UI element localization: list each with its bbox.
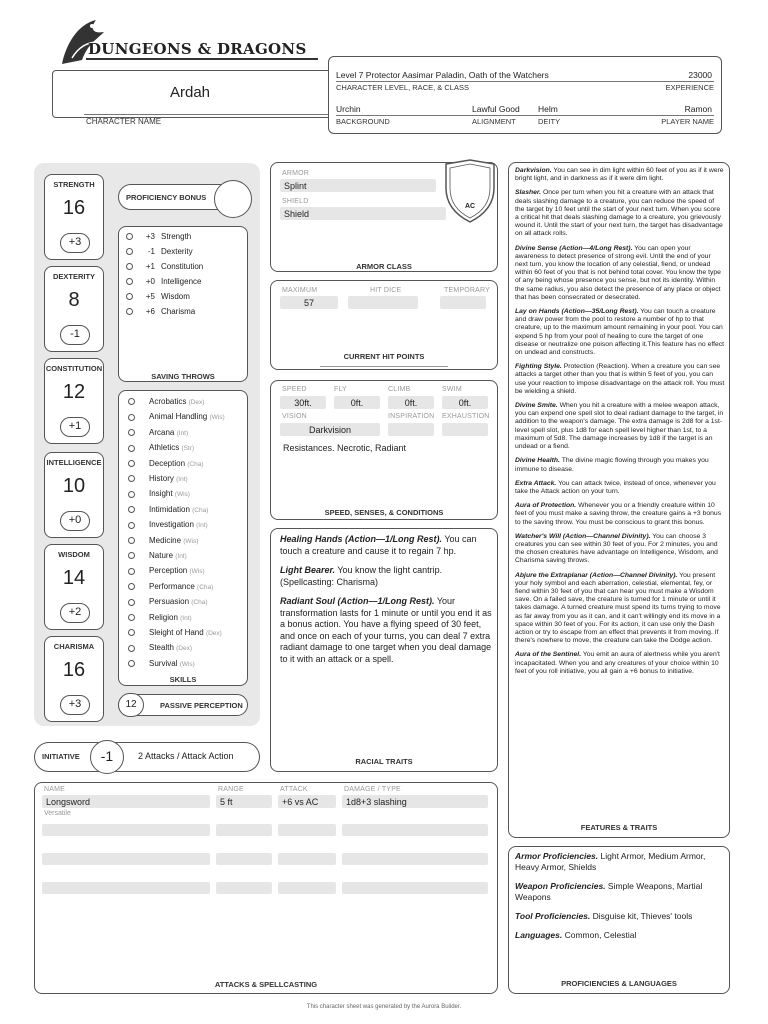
passive-perception-value[interactable]: 12 [118, 693, 144, 717]
skill-name: Insight [149, 489, 175, 499]
initiative-label: INITIATIVE [42, 752, 80, 761]
ability-score[interactable]: 10 [62, 475, 86, 497]
feature-name: Darkvision. [515, 167, 552, 174]
ability-name: WISDOM [58, 550, 90, 559]
ability-name: DEXTERITY [52, 272, 96, 281]
alignment-value[interactable]: Lawful Good [472, 104, 520, 114]
hit-dice-value[interactable] [348, 296, 418, 309]
proficiency-dot[interactable] [128, 491, 135, 498]
skill-name: Performance [149, 581, 198, 591]
feature-description: You can attack twice, instead of once, whenever you take the Attack action on your turn. [515, 479, 716, 495]
attack-empty-damage[interactable] [342, 824, 488, 836]
ability-name: INTELLIGENCE [46, 458, 102, 467]
racial-traits-title: RACIAL TRAITS [355, 757, 413, 766]
skill-name: Acrobatics [149, 397, 189, 406]
skill-attribute: (Wis) [209, 414, 225, 422]
skill-attribute: (Int) [176, 476, 188, 483]
climb-value[interactable]: 0ft. [388, 396, 434, 409]
proficiency-dot[interactable] [128, 629, 135, 636]
racial-trait-entry [280, 596, 492, 665]
skill-row[interactable] [128, 394, 244, 409]
ability-constitution [44, 358, 104, 444]
proficiency-entry [515, 851, 725, 873]
racial-trait-name: Radiant Soul (Action—1/Long Rest). [280, 596, 435, 606]
racial-trait-description: Your transformation lasts for 1 minute or until you end it as a bonus action. You have a flying speed of 30 feet, and once on each of your turns, you can deal 7 extra radiant damage to one target when you deal damage to it with an attack or a spell. [280, 596, 492, 664]
logo-text: DUNGEONS & DRAGONS [88, 40, 307, 58]
attack-note: Versatile [44, 810, 71, 817]
feature-name: Aura of Protection. [515, 502, 577, 510]
ability-name: STRENGTH [53, 180, 95, 189]
feature-entry [515, 502, 725, 527]
skill-name: History [149, 474, 177, 483]
speed-label: SPEED [282, 386, 307, 393]
feature-name: Watcher's Will (Action—Channel Divinity). [515, 532, 651, 540]
feature-entry [515, 480, 725, 496]
ability-score[interactable]: 14 [62, 567, 86, 589]
feature-description: You can see in dim light within 60 feet of you as if it were bright light, and in darkness as if it were dim light. [515, 167, 724, 183]
hit-dice-label: HIT DICE [370, 287, 402, 294]
skill-row[interactable] [128, 502, 244, 517]
skill-attribute: (Int) [176, 429, 189, 437]
skill-name: Intimidation [149, 504, 193, 514]
deity-label: DEITY [538, 117, 561, 126]
saving-throw-dexterity[interactable] [126, 245, 244, 259]
hp-divider [320, 366, 448, 367]
feature-entry [515, 167, 725, 183]
proficiency-dot[interactable] [128, 429, 135, 436]
fly-label: FLY [334, 386, 347, 393]
saving-throw-name: Dexterity [161, 247, 193, 256]
proficiency-dot[interactable] [128, 506, 135, 513]
feature-name: Lay on Hands (Action—35/Long Rest). [515, 308, 639, 316]
skill-name: Religion [149, 612, 181, 622]
skill-attribute: (Wis) [183, 537, 199, 545]
skill-attribute: (Int) [175, 553, 187, 560]
temporary-hp-value[interactable] [440, 296, 486, 309]
saving-throw-name: Charisma [161, 307, 196, 316]
feature-description: The divine magic flowing through you makes you immune to disease. [515, 457, 709, 473]
saving-throw-mod: +1 [145, 262, 155, 271]
swim-value[interactable]: 0ft. [442, 396, 488, 409]
skill-attribute: (Dex) [188, 399, 205, 406]
swim-label: SWIM [442, 386, 462, 393]
proficiency-dot[interactable] [128, 445, 135, 452]
feature-name: Divine Smite. [515, 402, 558, 410]
feature-description: You emit an aura of alertness while you aren't incapacitated. When you and any creatures of your choice within 10 feet of you roll initiative, you all gain a +6 bonus to initiative. [515, 651, 720, 675]
attack-damage[interactable]: 1d8+3 slashing [342, 795, 488, 808]
skill-row[interactable] [128, 548, 244, 563]
feature-name: Fighting Style. [515, 363, 562, 371]
ability-score[interactable]: 16 [62, 197, 86, 219]
experience-label: EXPERIENCE [665, 83, 714, 92]
feature-entry [515, 457, 725, 473]
passive-perception-label: PASSIVE PERCEPTION [160, 701, 243, 710]
skill-attribute: (Cha) [197, 583, 214, 591]
vision-label: VISION [282, 413, 307, 420]
feature-name: Divine Sense (Action—4/Long Rest). [515, 244, 633, 252]
feature-description: You can touch a creature and draw power from the pool to restore a number of hp to that creature, up to the maximum amount remaining in your pool. You can expend 5 hp from your pool of healing to cure the target of one disease or neutralize one poison affecting it.This feature has no effect on undead and constructs. [515, 308, 725, 357]
proficiencies-text [515, 851, 725, 949]
proficiency-bonus-label: PROFICIENCY BONUS [126, 193, 207, 202]
proficiency-dot[interactable] [128, 660, 135, 667]
ac-label: AC [464, 203, 476, 210]
skill-row[interactable] [128, 563, 244, 578]
ability-modifier[interactable]: +1 [60, 417, 90, 437]
skill-name: Deception [149, 458, 188, 468]
skill-attribute: (Str) [181, 445, 195, 453]
racial-trait-entry [280, 534, 492, 557]
attack-empty-attack[interactable] [278, 853, 336, 865]
proficiency-dot[interactable] [126, 308, 133, 315]
footer-credit: This character sheet was generated by the Aurora Builder. [306, 1004, 462, 1010]
feature-description: Once per turn when you hit a creature with an attack that deals slashing damage to a creature, you can reduce the speed of the target by 10 feet until the start of your next turn. When you score a critical hit that deals slashing damage to a creature, you grievously wound it. Until the start of your next turn, the target has disadvantage on all attack rolls. [515, 189, 723, 238]
attack-range[interactable]: 5 ft [216, 795, 272, 808]
proficiency-dot[interactable] [126, 293, 133, 300]
proficiency-dot[interactable] [128, 552, 135, 559]
skill-name: Investigation [149, 520, 197, 530]
player-name-label: PLAYER NAME [661, 117, 714, 126]
proficiency-name: Tool Proficiencies. [515, 911, 591, 921]
fly-value[interactable]: 0ft. [334, 396, 380, 409]
ability-modifier[interactable]: -1 [60, 325, 90, 345]
feature-description: When you hit a creature with a melee weapon attack, you can expend one spell slot to deal radiant damage to the target, in addition to the weapon's damage. The extra damage is 2d8 for a 1st-level spell slot, plus 1d8 for each spell level higher than 1st, to a maximum of 5d8. The damage increases by 1d8 if the target is an undead or a fiend. [515, 402, 724, 451]
features-traits-title: FEATURES & TRAITS [580, 823, 658, 832]
logo-underline [86, 58, 318, 60]
attack-empty-damage[interactable] [342, 882, 488, 894]
skill-name: Athletics [149, 443, 182, 453]
skill-row[interactable] [128, 471, 244, 486]
proficiency-dot[interactable] [128, 614, 135, 621]
attack-empty-name[interactable] [42, 853, 210, 865]
max-hp-value[interactable]: 57 [280, 296, 338, 309]
skill-row[interactable] [128, 594, 244, 609]
proficiencies-title: PROFICIENCIES & LANGUAGES [561, 979, 677, 988]
feature-entry [515, 402, 725, 451]
skill-row[interactable] [128, 533, 244, 548]
current-hit-points-title: CURRENT HIT POINTS [343, 352, 425, 361]
proficiency-dot[interactable] [128, 537, 135, 544]
attack-col-damage: DAMAGE / TYPE [344, 786, 401, 793]
shield-icon [442, 158, 498, 224]
feature-name: Slasher. [515, 189, 542, 197]
proficiency-dot[interactable] [128, 414, 135, 421]
alignment-label: ALIGNMENT [472, 117, 516, 126]
class-level-value[interactable]: Level 7 Protector Aasimar Paladin, Oath of the Watchers [336, 70, 549, 80]
skill-attribute: (Int) [196, 522, 208, 530]
feature-entry [515, 245, 725, 302]
skill-attribute: (Wis) [189, 568, 205, 576]
racial-trait-entry [280, 565, 492, 588]
skill-attribute: (Cha) [191, 599, 208, 607]
exhaustion-label: EXHAUSTION [442, 413, 490, 420]
background-line [336, 115, 714, 116]
ability-name: CHARISMA [53, 642, 95, 651]
skill-row[interactable] [128, 456, 244, 471]
skill-attribute: (Cha) [192, 506, 209, 514]
skill-name: Persuasion [149, 597, 192, 607]
feature-name: Aura of the Sentinel. [515, 651, 582, 659]
attacks-title: ATTACKS & SPELLCASTING [214, 980, 318, 989]
feature-description: Whenever you or a friendly creature within 10 feet of you must make a saving throw, the creature gains a +3 bonus to the saving throw. You must be conscious to grant this bonus. [515, 502, 722, 526]
skill-row[interactable] [128, 656, 244, 671]
proficiency-description: Common, Celestial [562, 930, 637, 940]
skills-title: SKILLS [169, 675, 197, 684]
background-label: BACKGROUND [336, 117, 390, 126]
skill-attribute: (Cha) [187, 460, 204, 468]
ability-intelligence [44, 452, 104, 538]
ability-strength [44, 174, 104, 260]
proficiency-description: Light Armor, Medium Armor, Heavy Armor, Shields [515, 851, 706, 872]
racial-traits-text [280, 534, 492, 673]
proficiency-description: Simple Weapons, Martial Weapons [515, 881, 703, 902]
skill-row[interactable] [128, 517, 244, 532]
character-name-label: CHARACTER NAME [86, 117, 162, 126]
saving-throw-charisma[interactable] [126, 305, 244, 319]
armor-class-title: ARMOR CLASS [356, 262, 412, 271]
feature-name: Abjure the Extraplanar (Action—Channel Divinity). [515, 571, 678, 579]
initiative-value[interactable]: -1 [90, 740, 124, 774]
experience-value[interactable]: 23000 [688, 70, 712, 80]
attack-bonus[interactable]: +6 vs AC [278, 795, 336, 808]
saving-throws-title: SAVING THROWS [151, 372, 215, 381]
ability-modifier[interactable]: +3 [60, 695, 90, 715]
attack-col-attack: ATTACK [280, 786, 308, 793]
attack-empty-range[interactable] [216, 853, 272, 865]
saving-throw-mod: +0 [145, 277, 155, 286]
features-text [515, 167, 725, 682]
attack-empty-damage[interactable] [342, 853, 488, 865]
skill-name: Sleight of Hand [149, 628, 206, 637]
racial-trait-name: Healing Hands (Action—1/Long Rest). [280, 534, 443, 544]
skill-attribute: (Wis) [174, 491, 190, 499]
class-level-line [336, 81, 714, 82]
attack-empty-range[interactable] [216, 824, 272, 836]
proficiency-dot[interactable] [126, 248, 133, 255]
proficiency-dot[interactable] [126, 263, 133, 270]
shield-value[interactable]: Shield [280, 207, 446, 220]
feature-description: You can open your awareness to detect presence of strong evil. Until the end of your next turn, you know the location of any celestial, fiend, or undead within 60 feet of you that is not behind total cover. You know the type of any being whose presence you sense, but not its identity. Within the same radius, you also detect the presence of any place or object that has been consecrated or desecrated. [515, 244, 721, 301]
saving-throw-name: Intelligence [161, 277, 202, 286]
proficiency-entry [515, 881, 725, 903]
climb-label: CLIMB [388, 386, 411, 393]
skill-name: Medicine [149, 535, 184, 545]
ability-modifier[interactable]: +0 [60, 511, 90, 531]
proficiency-description: Disguise kit, Thieves' tools [590, 911, 693, 921]
feature-description: Protection (Reaction). When a creature you can see attacks a target other than you that is within 5 feet of you, you can use your reaction to impose disadvantage on the attack roll. You must be wielding a shield. [515, 363, 725, 395]
skill-attribute: (Dex) [176, 645, 193, 653]
exhaustion-value[interactable] [442, 423, 488, 436]
proficiency-bonus-value[interactable] [214, 180, 252, 218]
character-name-line [84, 114, 334, 115]
skill-row[interactable] [128, 425, 244, 440]
ability-score[interactable]: 8 [68, 289, 80, 311]
ability-name: CONSTITUTION [45, 364, 103, 373]
proficiency-dot[interactable] [126, 233, 133, 240]
ability-modifier[interactable]: +3 [60, 233, 90, 253]
proficiency-dot[interactable] [128, 475, 135, 482]
player-name-value[interactable]: Ramon [684, 104, 712, 114]
skill-name: Stealth [149, 643, 177, 653]
ability-modifier[interactable]: +2 [60, 603, 90, 623]
saving-throw-strength[interactable] [126, 230, 244, 244]
proficiency-dot[interactable] [128, 460, 135, 467]
attack-col-name: NAME [44, 786, 66, 793]
attack-empty-name[interactable] [42, 882, 210, 894]
saving-throw-intelligence[interactable] [126, 275, 244, 289]
skill-name: Arcana [149, 427, 177, 437]
proficiency-dot[interactable] [128, 583, 135, 590]
skill-row[interactable] [128, 610, 244, 625]
background-value[interactable]: Urchin [336, 104, 361, 114]
armor-label: ARMOR [282, 170, 310, 177]
ability-dexterity [44, 266, 104, 352]
skill-row[interactable] [128, 625, 244, 640]
attack-empty-range[interactable] [216, 882, 272, 894]
proficiency-dot[interactable] [126, 278, 133, 285]
attack-col-range: RANGE [218, 786, 244, 793]
feature-entry [515, 363, 725, 396]
proficiency-entry [515, 930, 725, 941]
feature-entry [515, 533, 725, 566]
proficiency-name: Weapon Proficiencies. [515, 881, 606, 891]
proficiency-dot[interactable] [128, 645, 135, 652]
speed-senses-title: SPEED, SENSES, & CONDITIONS [324, 508, 444, 517]
skill-name: Perception [149, 566, 190, 576]
shield-label: SHIELD [282, 198, 309, 205]
racial-trait-description: You know the light cantrip. (Spellcasting: Charisma) [280, 565, 443, 587]
attack-empty-attack[interactable] [278, 882, 336, 894]
ability-score[interactable]: 12 [62, 381, 86, 403]
feature-entry [515, 189, 725, 238]
ability-charisma [44, 636, 104, 722]
armor-value[interactable]: Splint [280, 179, 436, 192]
inspiration-label: INSPIRATION [388, 413, 435, 420]
max-hp-label: MAXIMUM [282, 287, 318, 294]
proficiency-dot[interactable] [128, 398, 135, 405]
skill-row[interactable] [128, 440, 244, 455]
feature-entry [515, 572, 725, 646]
proficiency-name: Armor Proficiencies. [515, 851, 599, 861]
skill-attribute: (Dex) [205, 630, 222, 637]
skill-attribute: (Int) [180, 614, 192, 622]
saving-throw-mod: +6 [145, 307, 155, 316]
character-name[interactable]: Ardah [169, 84, 211, 101]
skill-row[interactable] [128, 579, 244, 594]
saving-throw-name: Strength [161, 232, 192, 241]
resistances-text: Resistances. Necrotic, Radiant [283, 443, 407, 453]
feature-name: Divine Health. [515, 457, 560, 465]
skill-row[interactable] [128, 640, 244, 655]
ability-wisdom [44, 544, 104, 630]
class-level-label: CHARACTER LEVEL, RACE, & CLASS [336, 83, 469, 92]
proficiency-name: Languages. [515, 930, 563, 940]
initiative-note: 2 Attacks / Attack Action [138, 751, 234, 761]
saving-throw-name: Constitution [161, 262, 204, 271]
proficiency-dot[interactable] [128, 599, 135, 606]
saving-throw-mod: +5 [145, 292, 155, 301]
inspiration-value[interactable] [388, 423, 434, 436]
skill-name: Animal Handling [149, 412, 210, 422]
vision-value[interactable]: Darkvision [280, 423, 380, 436]
ability-score[interactable]: 16 [62, 659, 86, 681]
attack-empty-name[interactable] [42, 824, 210, 836]
skill-row[interactable] [128, 409, 244, 424]
skill-row[interactable] [128, 486, 244, 501]
saving-throw-constitution[interactable] [126, 260, 244, 274]
proficiency-dot[interactable] [128, 522, 135, 529]
attack-empty-attack[interactable] [278, 824, 336, 836]
feature-name: Extra Attack. [515, 479, 557, 487]
skill-name: Nature [149, 551, 176, 560]
saving-throw-mod: +3 [145, 232, 155, 241]
proficiency-dot[interactable] [128, 568, 135, 575]
racial-trait-name: Light Bearer. [280, 565, 336, 575]
feature-entry [515, 651, 725, 676]
attack-name[interactable]: Longsword [42, 795, 210, 808]
speed-value[interactable]: 30ft. [280, 396, 326, 409]
feature-description: You can choose 3 creatures you can see within 30 feet of you. For 2 minutes, you and the chosen creatures have advantage on Intelligence, Wisdom, and Charisma saving throws. [515, 532, 718, 565]
temporary-hp-label: TEMPORARY [444, 287, 491, 294]
skill-name: Survival [149, 658, 180, 668]
feature-description: You present your holy symbol and each aberration, celestial, elemental, fey, or fiend within 30 feet of you that can hear you must make a Wisdom save. On a failed save, the creature is turned for 1 minute or until it takes damage. A turned creature must spend its turns trying to move as far away from you as it can, and it can't willingly end its move in a space within 30 feet of you. For its action, it can use only the Dash action or try to escape from an effect that prevents it from moving. If there's nowhere to move, the creature can take the Dodge action. [515, 571, 721, 645]
racial-trait-description: You can touch a creature and cause it to regain 7 hp. [280, 534, 477, 556]
deity-value[interactable]: Helm [538, 104, 558, 114]
skill-attribute: (Wis) [179, 660, 195, 668]
proficiency-entry [515, 911, 725, 922]
saving-throw-mod: -1 [147, 247, 155, 256]
saving-throw-wisdom[interactable] [126, 290, 244, 304]
feature-entry [515, 308, 725, 357]
saving-throw-name: Wisdom [161, 292, 190, 301]
